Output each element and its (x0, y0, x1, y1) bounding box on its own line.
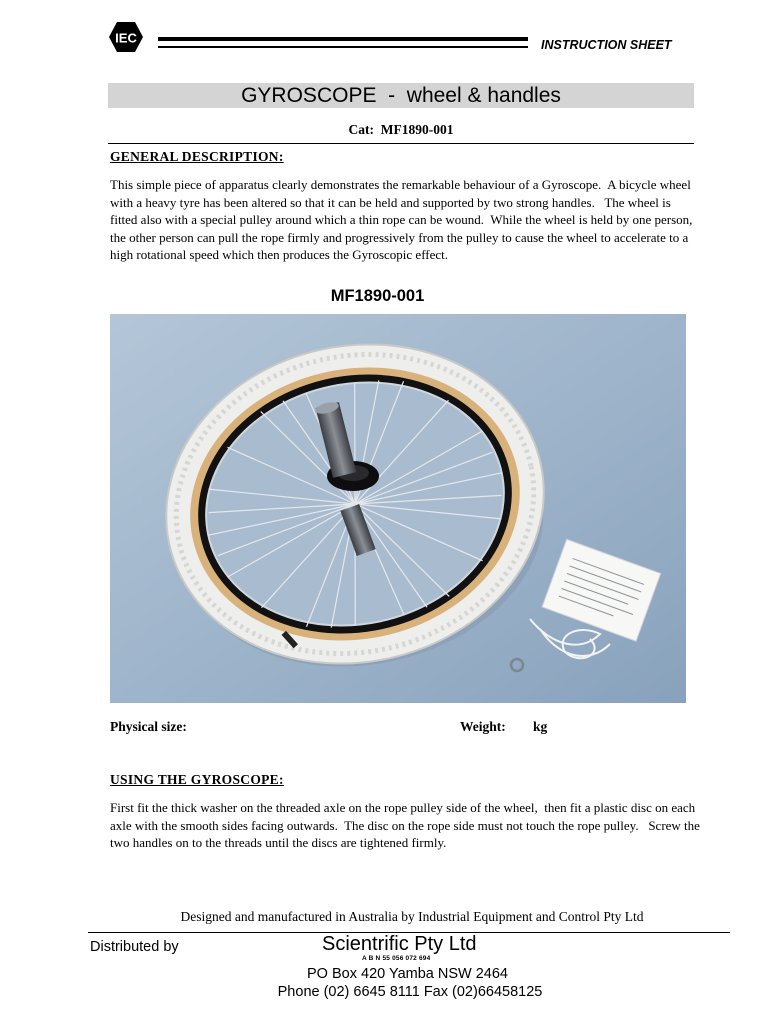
physical-size-label: Physical size: (110, 719, 187, 734)
page-title: GYROSCOPE - wheel & handles (241, 84, 561, 107)
using-heading: USING THE GYROSCOPE: (110, 772, 284, 787)
company-name: Scientrific Pty Ltd (322, 933, 477, 955)
logo-text: IEC (115, 30, 137, 46)
catalogue-rule (108, 143, 694, 144)
general-description-text: This simple piece of apparatus clearly demonstrates the remarkable behaviour of a Gyroscope. A bicycle wheel with a heavy tyre has been altered so that it can be held and supported by two strong handles. The wheel is fitted also with a special pulley around which a thin rope can be wound. While the wheel is held by one person, the other person can pull the rope firmly and progressively from the pulley to cause the wheel to accelerate to a high rotational speed which then produces the Gyroscopic effect. (110, 177, 696, 262)
postal-address: PO Box 420 Yamba NSW 2464 (307, 966, 508, 982)
gyroscope-wheel-photo (110, 314, 686, 703)
header-rule-thick (158, 37, 528, 41)
header-rule-thin (158, 46, 528, 48)
model-label: MF1890-001 (330, 287, 425, 305)
phone-fax: Phone (02) 6645 8111 Fax (02)66458125 (277, 984, 543, 1000)
weight-label: Weight: (460, 719, 506, 734)
catalogue-number: Cat: MF1890-001 (348, 122, 454, 137)
designed-by-text: Designed and manufactured in Australia by Industrial Equipment and Control Pty Ltd (180, 909, 644, 924)
using-text: First fit the thick washer on the threaded axle on the rope pulley side of the wheel, then fit a plastic disc on each axle with the smooth sides facing outwards. The disc on the rope side must not touch the rope pulley. Screw the two handles on to the threads until the discs are tightened firmly. (110, 800, 704, 850)
abn-number: A B N 55 056 072 694 (362, 955, 431, 962)
general-description-heading: GENERAL DESCRIPTION: (110, 149, 284, 164)
weight-unit: kg (533, 719, 548, 734)
header-label: INSTRUCTION SHEET (541, 38, 672, 52)
iec-logo-icon (109, 22, 143, 52)
distributed-by-label: Distributed by (90, 939, 179, 955)
